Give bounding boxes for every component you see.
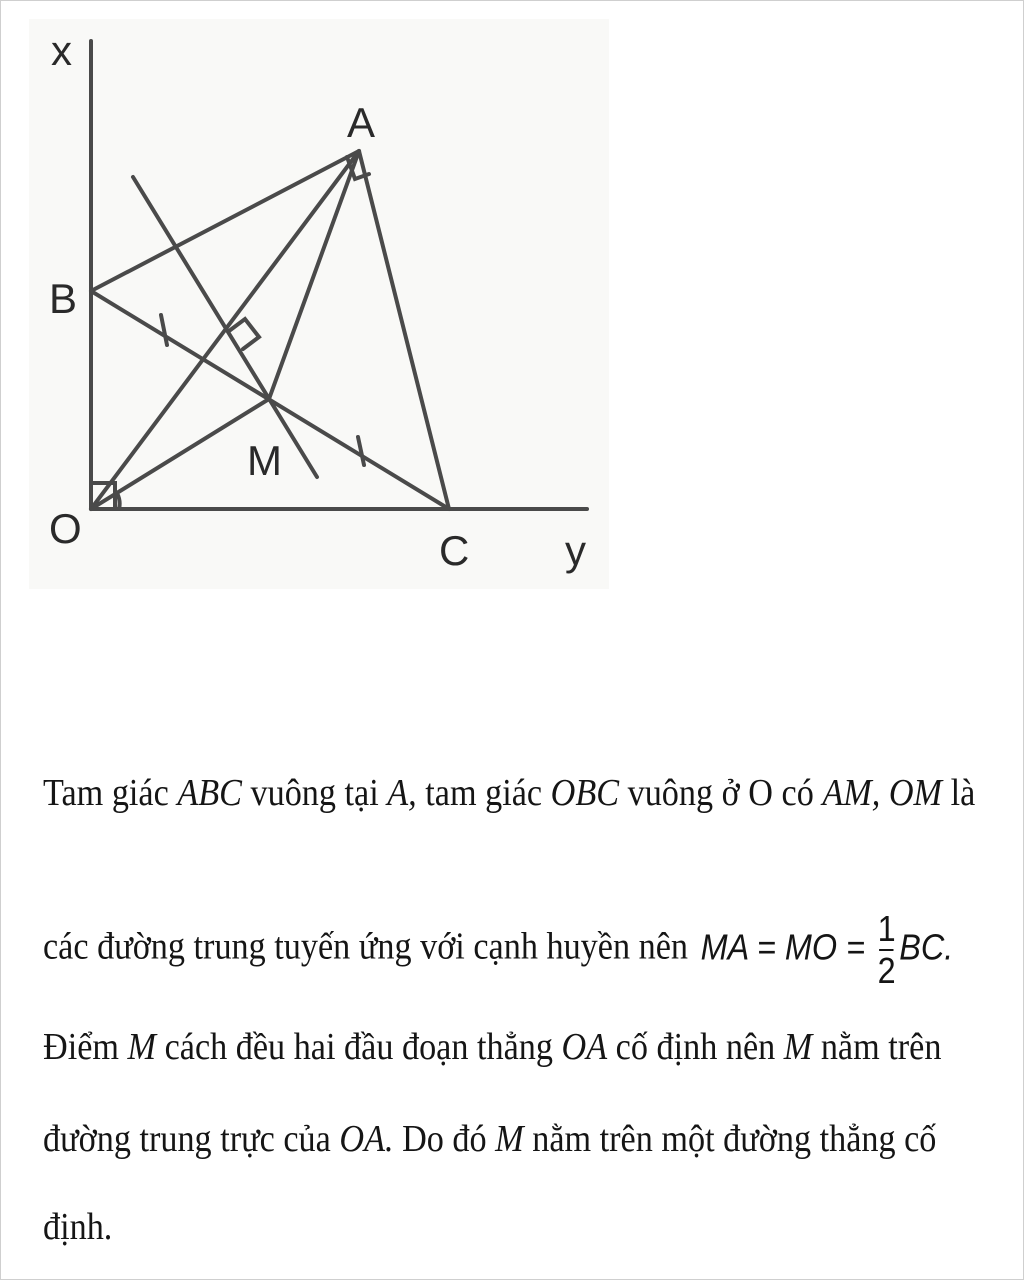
label-y-axis: y xyxy=(565,527,586,574)
text-segment: là xyxy=(942,772,976,814)
tick-mark xyxy=(161,315,167,345)
fraction-denominator: 2 xyxy=(877,950,896,991)
label-point-A: A xyxy=(347,99,376,146)
fraction xyxy=(878,909,896,991)
math-OBC: OBC xyxy=(550,772,620,814)
text-segment: các đường trung tuyến ứng với cạnh huyền nên xyxy=(43,925,688,968)
text-segment: nằm trên một đường thẳng cố xyxy=(523,1118,937,1160)
text-segment: Điểm xyxy=(43,1026,128,1068)
segment-AC xyxy=(359,151,449,509)
math-A: A, xyxy=(387,772,417,814)
segment-AM xyxy=(269,151,359,399)
text-line-5 xyxy=(43,1207,112,1247)
tick-mark xyxy=(358,437,364,465)
text-segment: vuông tại xyxy=(241,772,388,814)
text-line-1 xyxy=(43,773,975,813)
text-segment: tam giác xyxy=(416,772,551,814)
label-x-axis: x xyxy=(51,27,72,74)
math-OA: OA. xyxy=(339,1118,394,1160)
geometry-figure xyxy=(29,19,609,589)
math-AM-OM: AM, OM xyxy=(822,772,943,814)
equation xyxy=(701,909,954,991)
equation-left: MA = MO = xyxy=(700,926,875,968)
text-line-3 xyxy=(43,1027,941,1067)
text-segment: cách đều hai đầu đoạn thẳng xyxy=(156,1026,562,1068)
label-point-O: O xyxy=(49,505,82,552)
text-segment: nằm trên xyxy=(812,1026,942,1068)
math-M: M xyxy=(127,1026,157,1068)
text-segment: định. xyxy=(43,1206,113,1248)
text-segment: Tam giác xyxy=(43,772,178,814)
text-segment: đường trung trực của xyxy=(43,1118,340,1160)
math-M: M xyxy=(783,1026,813,1068)
text-segment: Do đó xyxy=(393,1118,496,1160)
segment-BA xyxy=(91,151,359,291)
text-line-2 xyxy=(43,909,953,991)
angle-mark-O xyxy=(117,493,120,509)
label-point-C: C xyxy=(439,527,470,574)
text-segment: vuông ở O có xyxy=(619,772,823,814)
fraction-numerator: 1 xyxy=(877,908,896,949)
label-point-B: B xyxy=(49,275,78,322)
math-ABC: ABC xyxy=(177,772,242,814)
math-M: M xyxy=(495,1118,524,1160)
geometry-diagram xyxy=(29,19,609,589)
math-OA: OA xyxy=(561,1026,608,1068)
text-segment: cố định nên xyxy=(607,1026,784,1068)
text-line-4 xyxy=(43,1119,936,1159)
label-point-M: M xyxy=(247,437,282,484)
equation-right: BC. xyxy=(899,926,954,968)
